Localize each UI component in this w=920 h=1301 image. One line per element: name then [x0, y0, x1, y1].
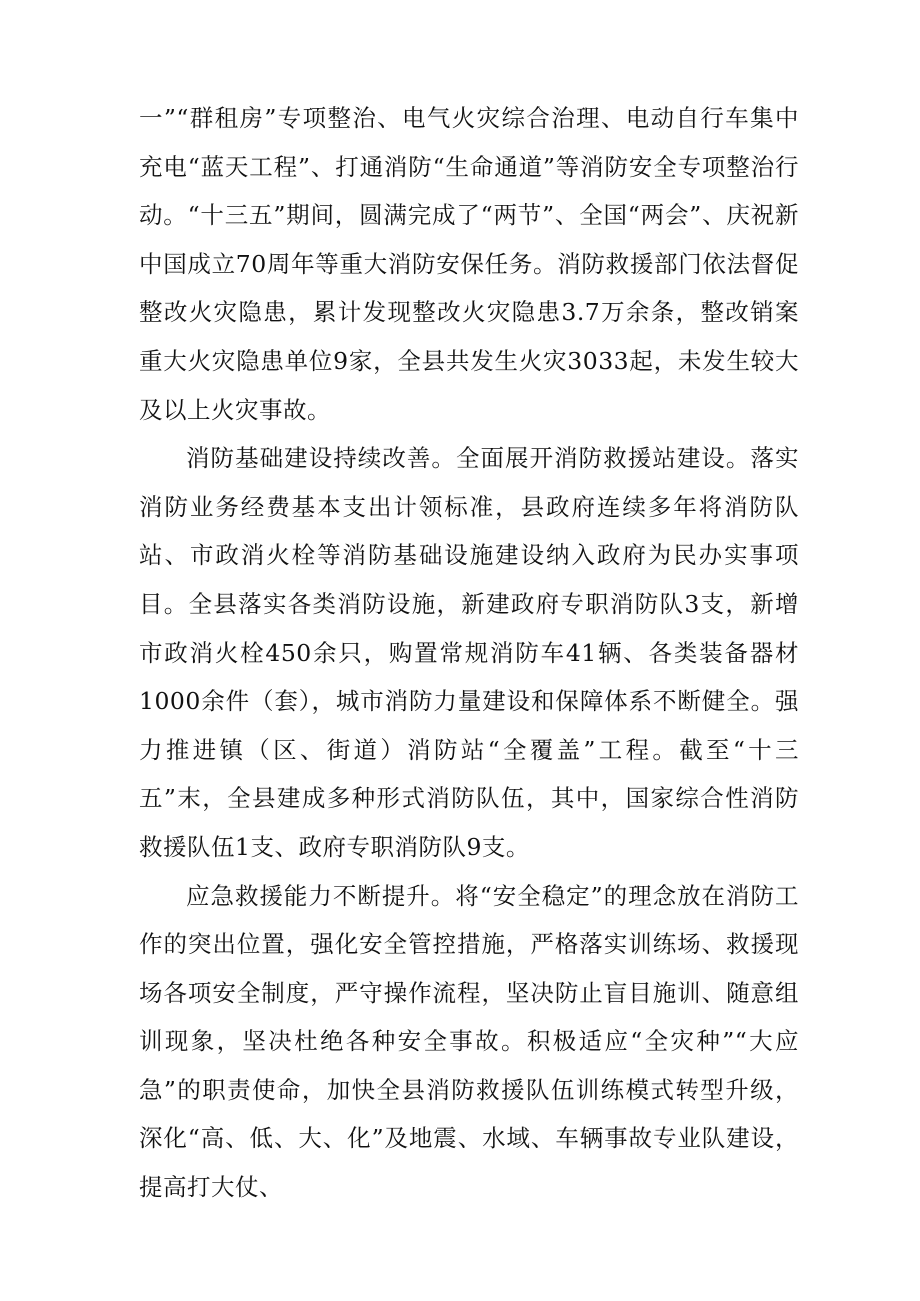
document-body [139, 94, 799, 1212]
paragraph-fire-infrastructure: 消防基础建设持续改善。全面展开消防救援站建设。落实消防业务经费基本支出计领标准，县政府连续多年将消防队站、市政消火栓等消防基础设施建设纳入政府为民办实事项目。全县落实各类消防设施，新建政府专职消防队3支，新增市政消火栓450余只，购置常规消防车41辆、各类装备器材1000余件（套），城市消防力量建设和保障体系不断健全。强力推进镇（区、街道）消防站“全覆盖”工程。截至“十三五”末，全县建成多种形式消防队伍，其中，国家综合性消防救援队伍1支、政府专职消防队9支。 [139, 444, 799, 861]
paragraph-emergency-rescue: 应急救援能力不断提升。将“安全稳定”的理念放在消防工作的突出位置，强化安全管控措施，严格落实训练场、救援现场各项安全制度，严守操作流程，坚决防止盲目施训、随意组训现象，坚决杜绝各种安全事故。积极适应“全灾种”“大应急”的职责使命，加快全县消防救援队伍训练模式转型升级，深化“高、低、大、化”及地震、水域、车辆事故专业队建设，提高打大仗、 [139, 881, 799, 1202]
paragraph-fire-safety-campaigns: 一”“群租房”专项整治、电气火灾综合治理、电动自行车集中充电“蓝天工程”、打通消防“生命通道”等消防安全专项整治行动。“十三五”期间，圆满完成了“两节”、全国“两会”、庆祝新中国成立70周年等重大消防安保任务。消防救援部门依法督促整改火灾隐患，累计发现整改火灾隐患3.7万余条，整改销案重大火灾隐患单位9家，全县共发生火灾3033起，未发生较大及以上火灾事故。 [139, 104, 799, 424]
